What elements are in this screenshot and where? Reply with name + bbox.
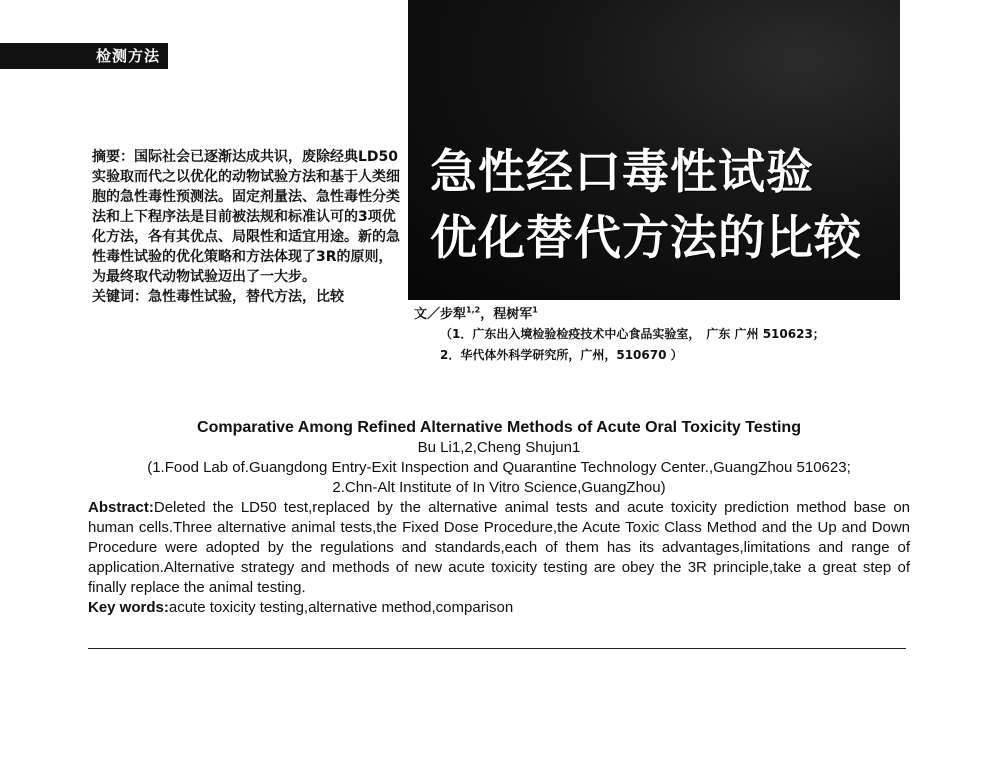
- hero-banner: [408, 0, 900, 300]
- byline-separator: ，: [480, 307, 494, 322]
- english-keywords: [88, 598, 910, 618]
- hero-title: [430, 140, 862, 272]
- section-tag: 检测方法: [0, 43, 168, 69]
- author-1: 步犁: [440, 307, 467, 322]
- chinese-abstract: [92, 147, 404, 307]
- abstract-text-cn: 国际社会已逐渐达成共识，废除经典LD50实验取而代之以优化的动物试验方法和基于人类细胞的急性毒性预测法。固定剂量法、急性毒性分类法和上下程序法是目前被法规和标准认可的3项优化方法，各有其优点、局限性和适宜用途。新的急性毒性试验的优化策略和方法体现了3R的原则，为最终取代动物试验迈出了一大步。: [92, 149, 400, 285]
- divider-rule: [88, 648, 906, 649]
- keywords-label-cn: 关键词：: [92, 289, 148, 305]
- english-section: [88, 418, 910, 618]
- author-1-affil: 1,2: [466, 305, 481, 315]
- english-abstract: [88, 498, 910, 598]
- affiliation-cn-1: （1．广东出入境检验检疫技术中心食品实验室， 广东 广州 510623；: [440, 327, 825, 341]
- affiliations-cn: [440, 324, 960, 366]
- english-authors: Bu Li1,2,Cheng Shujun1: [417, 439, 581, 456]
- author-2: 程树军: [493, 307, 533, 322]
- keywords-cn: [92, 287, 404, 307]
- affiliation-cn-2: 2．华代体外科学研究所，广州，510670 ）: [440, 348, 683, 362]
- author-2-affil: 1: [532, 305, 538, 315]
- hero-title-line-1: 急性经口毒性试验: [430, 145, 814, 200]
- english-affiliation-1: (1.Food Lab of.Guangdong Entry-Exit Inspection and Quarantine Technology Center.,GuangZhou 510623;: [147, 459, 851, 476]
- hero-title-line-2: 优化替代方法的比较: [430, 211, 862, 266]
- english-title: Comparative Among Refined Alternative Methods of Acute Oral Toxicity Testing: [197, 419, 801, 436]
- english-abstract-label: Abstract:: [88, 499, 154, 516]
- byline: [414, 303, 538, 322]
- keywords-text-cn: 急性毒性试验，替代方法，比较: [148, 289, 344, 305]
- english-keywords-label: Key words:: [88, 599, 169, 616]
- english-affiliation-2: 2.Chn-Alt Institute of In Vitro Science,GuangZhou): [332, 479, 666, 496]
- english-keywords-text: acute toxicity testing,alternative method,comparison: [168, 599, 514, 616]
- abstract-label-cn: 摘要：: [92, 149, 134, 165]
- english-abstract-text: Deleted the LD50 test,replaced by the alternative animal tests and acute toxicity prediction method base on human cells.Three alternative animal tests,the Fixed Dose Procedure,the Acute Toxic Class Method and the Up and Down Procedure were adopted by the regulations and standards,each of them has its advantages,limitations and range of application.Alternative strategy and methods of new acute toxicity testing are obey the 3R principle,take a great step of finally replace the animal testing.: [88, 499, 910, 596]
- byline-prefix: 文／: [414, 307, 441, 322]
